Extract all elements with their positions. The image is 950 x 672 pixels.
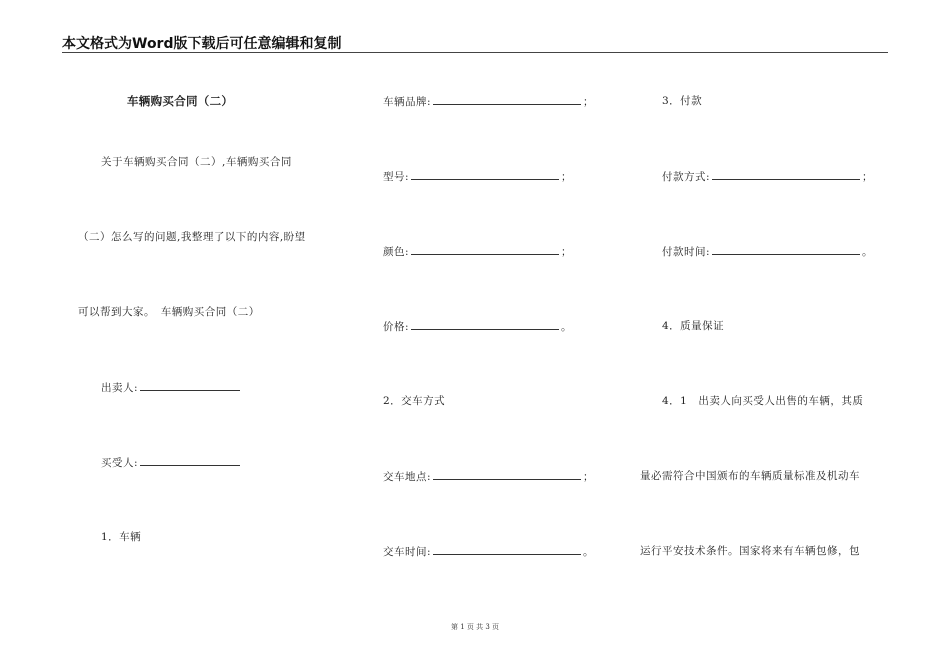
section-1-heading: 1．车辆 (101, 531, 142, 543)
model-blank[interactable] (411, 168, 559, 180)
buyer-label: 买受人: (101, 457, 139, 469)
delivery-time-end: 。 (583, 546, 595, 558)
section-4-heading: 4．质量保证 (662, 320, 725, 332)
delivery-place-end: ； (583, 471, 595, 483)
delivery-time-blank[interactable] (433, 543, 581, 555)
clause-4-1-line-2: 量必需符合中国颁布的车辆质量标准及机动车 (640, 470, 860, 482)
intro-line-3: 可以帮到大家。 车辆购买合同（二） (78, 306, 260, 318)
section-3-heading: 3．付款 (662, 95, 703, 107)
brand-field (383, 93, 594, 109)
buyer-blank[interactable] (140, 454, 240, 466)
payment-method-label: 付款方式: (662, 171, 711, 183)
clause-4-1-line-1: 4．1 出卖人向买受人出售的车辆，其质 (662, 395, 864, 407)
price-field (383, 318, 572, 334)
seller-label: 出卖人: (101, 382, 139, 394)
price-label: 价格: (383, 321, 410, 333)
payment-method-blank[interactable] (712, 168, 860, 180)
section-2-heading: 2．交车方式 (383, 395, 446, 407)
delivery-time-label: 交车时间: (383, 546, 432, 558)
intro-line-1: 关于车辆购买合同（二）,车辆购买合同 (101, 156, 292, 168)
payment-method-field (662, 168, 873, 184)
color-label: 颜色: (383, 246, 410, 258)
clause-4-1-line-3: 运行平安技术条件。国家将来有车辆包修，包 (640, 545, 860, 557)
delivery-place-label: 交车地点: (383, 471, 432, 483)
brand-label: 车辆品牌: (383, 96, 432, 108)
payment-time-end: 。 (862, 246, 874, 258)
seller-field (101, 379, 242, 395)
price-end: 。 (561, 321, 573, 333)
price-blank[interactable] (411, 318, 559, 330)
delivery-place-blank[interactable] (433, 468, 581, 480)
seller-blank[interactable] (140, 379, 240, 391)
model-end: ； (561, 171, 573, 183)
model-label: 型号: (383, 171, 410, 183)
payment-time-label: 付款时间: (662, 246, 711, 258)
color-field (383, 243, 572, 259)
color-end: ； (561, 246, 573, 258)
delivery-time-field (383, 543, 594, 559)
brand-end: ； (583, 96, 595, 108)
payment-time-blank[interactable] (712, 243, 860, 255)
header-divider (62, 52, 888, 53)
model-field (383, 168, 572, 184)
contract-title: 车辆购买合同（二） (127, 94, 234, 108)
payment-time-field (662, 243, 873, 259)
brand-blank[interactable] (433, 93, 581, 105)
delivery-place-field (383, 468, 594, 484)
page-number: 第 1 页 共 3 页 (450, 623, 500, 631)
document-header-title: 本文格式为Word版下载后可任意编辑和复制 (62, 36, 342, 52)
intro-line-2: （二）怎么写的问题,我整理了以下的内容,盼望 (78, 231, 306, 243)
buyer-field (101, 454, 242, 470)
color-blank[interactable] (411, 243, 559, 255)
payment-method-end: ； (862, 171, 874, 183)
